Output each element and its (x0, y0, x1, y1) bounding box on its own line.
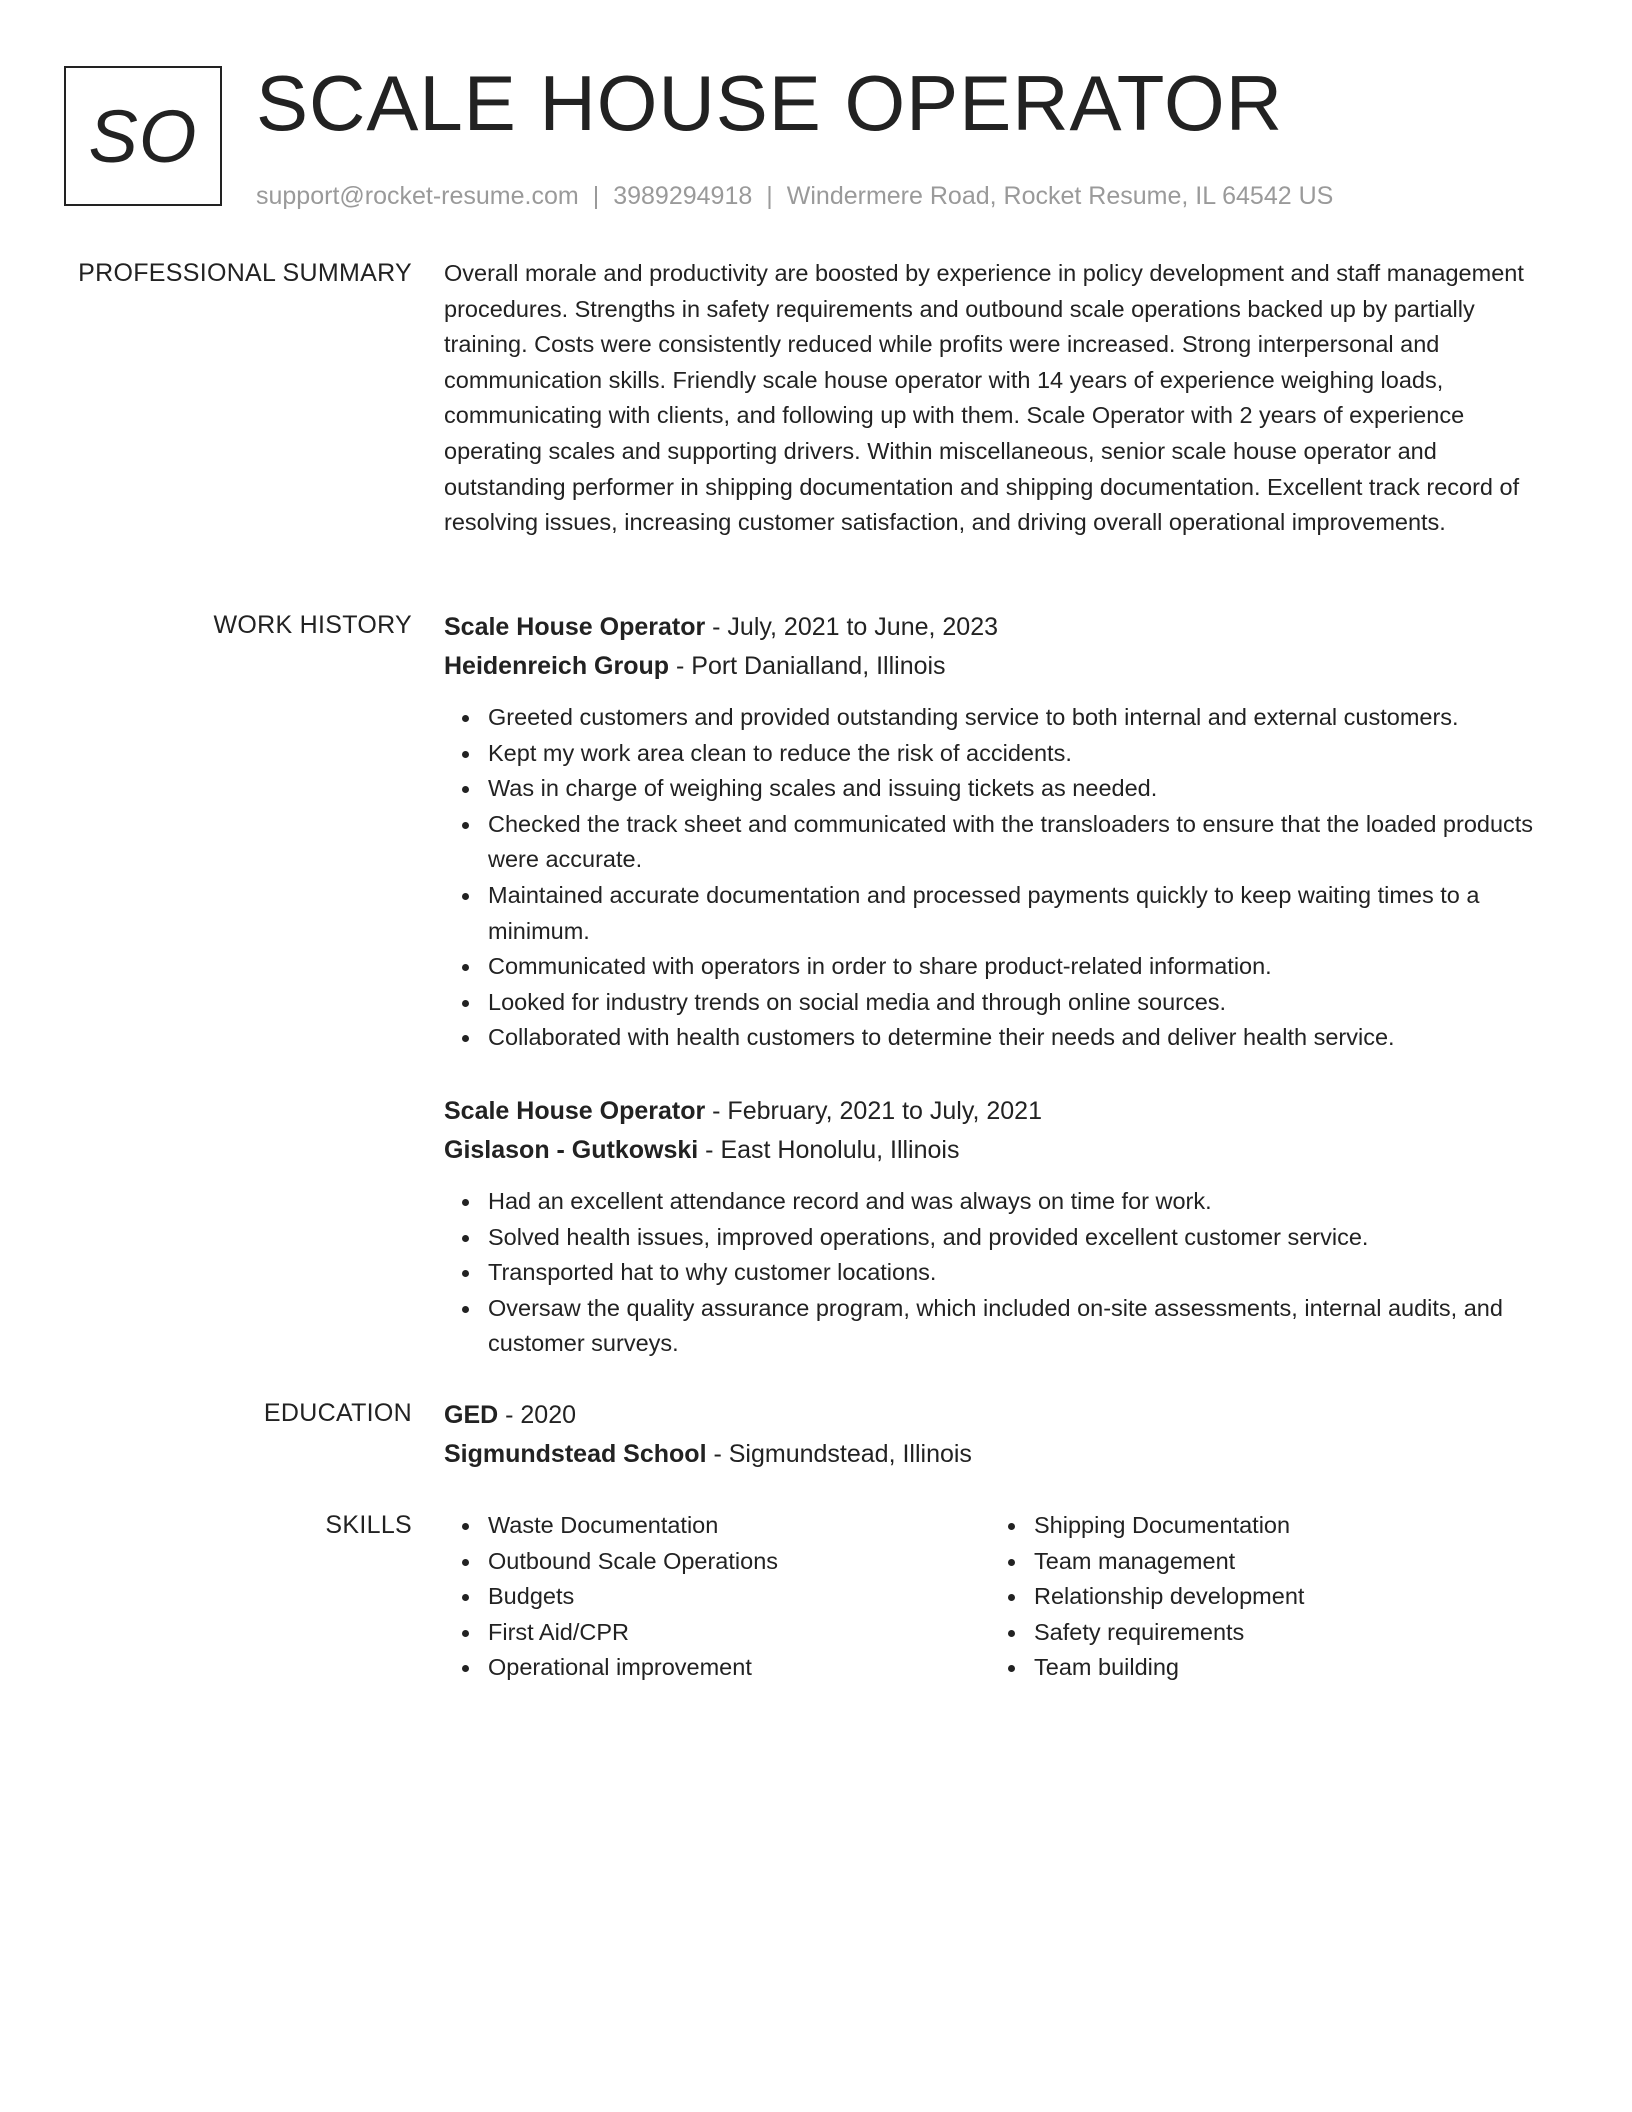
section-label-education: EDUCATION (263, 1399, 412, 1427)
section-label-work-history: WORK HISTORY (213, 611, 412, 639)
education-degree-line (444, 1396, 1554, 1435)
skill-item: Shipping Documentation (1034, 1508, 1536, 1544)
skill-item: Waste Documentation (488, 1508, 990, 1544)
education-degree: GED (444, 1401, 499, 1429)
skills-body (444, 1508, 1554, 1686)
job-bullet: Kept my work area clean to reduce the risk of accidents. (488, 736, 1554, 772)
monogram-badge (64, 66, 222, 206)
resume-header (256, 58, 1592, 212)
job-bullet: Was in charge of weighing scales and issuing tickets as needed. (488, 771, 1554, 807)
education-body (444, 1396, 1554, 1474)
skills-list (990, 1508, 1536, 1686)
skill-item: Operational improvement (488, 1650, 990, 1686)
skill-item: Team management (1034, 1544, 1536, 1580)
job-bullet: Looked for industry trends on social media and through online sources. (488, 985, 1554, 1021)
job-bullet: Transported hat to why customer locations. (488, 1255, 1554, 1291)
job-bullet: Collaborated with health customers to determine their needs and deliver health service. (488, 1020, 1554, 1056)
contact-separator: | (592, 182, 600, 210)
section-label-summary: PROFESSIONAL SUMMARY (78, 259, 412, 287)
job-bullet: Greeted customers and provided outstanding service to both internal and external customers. (488, 700, 1554, 736)
skill-item: First Aid/CPR (488, 1615, 990, 1651)
job-title-line (444, 608, 1554, 647)
skill-item: Relationship development (1034, 1579, 1536, 1615)
job-location: - East Honolulu, Illinois (698, 1135, 960, 1164)
education-school: Sigmundstead School (444, 1440, 707, 1468)
skills-list (444, 1508, 990, 1686)
education-location: - Sigmundstead, Illinois (706, 1440, 972, 1468)
contact-line (256, 180, 1592, 212)
skills-column-right (990, 1508, 1536, 1686)
job-bullet: Maintained accurate documentation and processed payments quickly to keep waiting times to a minimum. (488, 878, 1554, 949)
job-title: Scale House Operator (444, 1096, 706, 1125)
job-company-line (444, 647, 1554, 686)
job-company-line (444, 1131, 1554, 1170)
summary-body (444, 256, 1554, 541)
job-entry (444, 608, 1554, 1056)
skills-column-left (444, 1508, 990, 1686)
work-history-body (444, 608, 1554, 1362)
contact-separator: | (766, 182, 773, 210)
job-bullet: Communicated with operators in order to share product-related information. (488, 949, 1554, 985)
summary-text: Overall morale and productivity are boosted by experience in policy development and staff management procedures. Strengths in safety requirements and outbound scale operations backed up by partially training. Costs were consistently reduced while profits were increased. Strong interpersonal and communication skills. Friendly scale house operator with 14 years of experience weighing loads, communicating with clients, and following up with them. Scale Operator with 2 years of experience operating scales and supporting drivers. Within miscellaneous, senior scale house operator and outstanding performer in shipping documentation and shipping documentation. Excellent track record of resolving issues, increasing customer satisfaction, and driving overall operational improvements. (444, 260, 1524, 536)
contact-email: support@rocket-resume.com (256, 182, 579, 210)
job-bullet: Oversaw the quality assurance program, which included on-site assessments, internal audits, and customer surveys. (488, 1291, 1554, 1362)
job-bullet: Solved health issues, improved operations, and provided excellent customer service. (488, 1220, 1554, 1256)
job-dates: - February, 2021 to July, 2021 (705, 1096, 1042, 1125)
job-bullet-list (444, 700, 1554, 1056)
contact-address: Windermere Road, Rocket Resume, IL 64542 US (786, 182, 1334, 210)
job-dates: - July, 2021 to June, 2023 (705, 613, 999, 641)
job-location: - Port Danialland, Illinois (669, 652, 946, 680)
skill-item: Budgets (488, 1579, 990, 1615)
skills-grid (444, 1508, 1554, 1686)
job-company: Gislason - Gutkowski (444, 1135, 699, 1164)
education-year: - 2020 (498, 1401, 577, 1429)
job-company: Heidenreich Group (444, 652, 670, 680)
job-entry (444, 1092, 1554, 1362)
job-title: Scale House Operator (444, 613, 706, 641)
monogram-initials: SO (88, 94, 198, 178)
job-bullet-list (444, 1184, 1554, 1362)
skill-item: Safety requirements (1034, 1615, 1536, 1651)
job-bullet: Had an excellent attendance record and was always on time for work. (488, 1184, 1554, 1220)
education-school-line (444, 1435, 1554, 1474)
job-bullet: Checked the track sheet and communicated with the transloaders to ensure that the loaded products were accurate. (488, 807, 1554, 878)
section-label-skills: SKILLS (325, 1511, 412, 1539)
skill-item: Outbound Scale Operations (488, 1544, 990, 1580)
page-title: SCALE HOUSE OPERATOR (256, 59, 1284, 147)
job-title-line (444, 1092, 1554, 1131)
skill-item: Team building (1034, 1650, 1536, 1686)
contact-phone: 3989294918 (613, 182, 753, 210)
